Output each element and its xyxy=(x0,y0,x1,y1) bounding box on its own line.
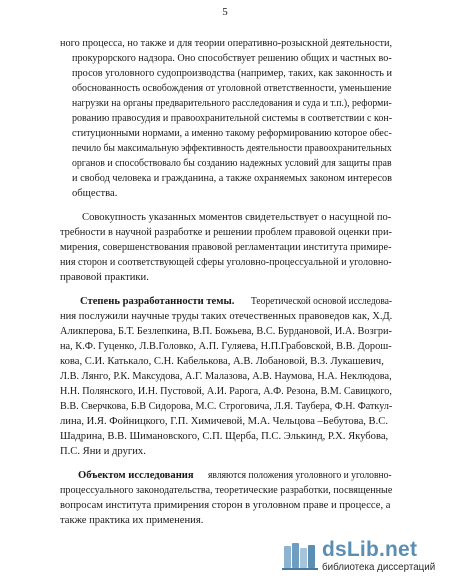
text-line: Объектом исследования xyxy=(78,470,194,481)
page-number: 5 xyxy=(222,6,228,18)
text-line: и свобод человека и гражданина, а также охраняемых законом интересов xyxy=(72,173,393,184)
text-line: органов и способствовало бы созданию надежных условий для защиты прав xyxy=(72,158,392,169)
text-line: требности в научной разработке и решении проблем правовой оценки при- xyxy=(60,227,392,238)
text-line: правовой практики. xyxy=(60,272,149,283)
text-line: прокурорского надзора. Оно способствует решению общих и частных во- xyxy=(72,53,392,64)
text-line: просов уголовного судопроизводства (например, таких, как законность и xyxy=(72,68,393,79)
watermark-title: dsLib.net xyxy=(322,538,418,561)
books-logo-icon xyxy=(282,540,318,570)
text-line: мирения, совершенствования правовой регламентации института примире- xyxy=(60,242,392,253)
text-line: Аликперова, Б.Т. Безлепкина, В.П. Божьева, В.С. Бурдановой, И.А. Возгри- xyxy=(60,326,392,337)
text-line: Теоретической основой исследова- xyxy=(251,296,393,307)
text-line: ституционными нормами, а именно такому реформированию которое обес- xyxy=(72,128,392,139)
dslib-watermark xyxy=(282,536,442,576)
text-line: Степень разработанности темы. xyxy=(80,296,235,307)
text-line: процессуального законодательства, теоретические разработки, посвященные xyxy=(60,485,393,496)
text-line: Шадрина, В.В. Шимановского, С.П. Щерба, П.С. Элькинд, Р.Х. Якубова, xyxy=(60,431,389,442)
text-line: Н.Н. Полянского, И.Н. Пустовой, А.И. Рарога, А.Ф. Резона, В.М. Савицкого, xyxy=(60,386,392,397)
text-line: общества. xyxy=(72,188,118,199)
text-line: В.В. Сверчкова, Б.В Сидорова, М.С. Строговича, Л.Я. Таубера, Ф.Н. Фаткул- xyxy=(60,401,393,412)
text-line: вопросам института примирения сторон в уголовном праве и процессе, а xyxy=(60,500,391,511)
text-line: печило бы максимальную эффективность деятельности правоохранительных xyxy=(72,143,392,154)
text-line: рованию правосудия и правоохранительной системы в соответствии с кон- xyxy=(72,113,393,124)
watermark-subtitle: библиотека диссертаций xyxy=(322,562,436,573)
text-line: также практика их применения. xyxy=(60,515,204,526)
text-line: являются положения уголовного и уголовно- xyxy=(208,470,392,481)
text-line: Совокупность указанных моментов свидетельствует о насущной по- xyxy=(82,212,392,223)
text-line: Л.В. Лянго, Р.К. Максудова, А.Г. Малазова, А.В. Наумова, Н.А. Неклюдова, xyxy=(60,371,392,382)
text-line: лина, И.Я. Фойницкого, Г.П. Химичевой, М.А. Чельцова –Бебутова, В.С. xyxy=(60,416,388,427)
text-line: кова, С.И. Катькало, С.Н. Кабелькова, А.В. Лобановой, В.З. Лукашевич, xyxy=(60,356,384,367)
text-line: обоснованность освобождения от уголовной ответственности, уменьшение xyxy=(72,83,392,94)
text-line: ния сторон и соответствующей сферы уголовно-процессуальной и уголовно- xyxy=(60,257,392,268)
text-line: на, К.Ф. Гуценко, Л.В.Головко, А.П. Гуляева, Н.П.Грабовской, В.В. Дорош- xyxy=(60,341,392,352)
text-line: ного процесса, но также и для теории оперативно-розыскной деятельности, xyxy=(60,38,393,49)
text-line: нагрузки на органы предварительного расследования и суда и т.п.), реформи- xyxy=(72,98,392,109)
text-line: П.С. Яни и других. xyxy=(60,446,146,457)
text-line: ния послужили научные труды таких отечественных правоведов как, Х.Д. xyxy=(60,311,393,322)
